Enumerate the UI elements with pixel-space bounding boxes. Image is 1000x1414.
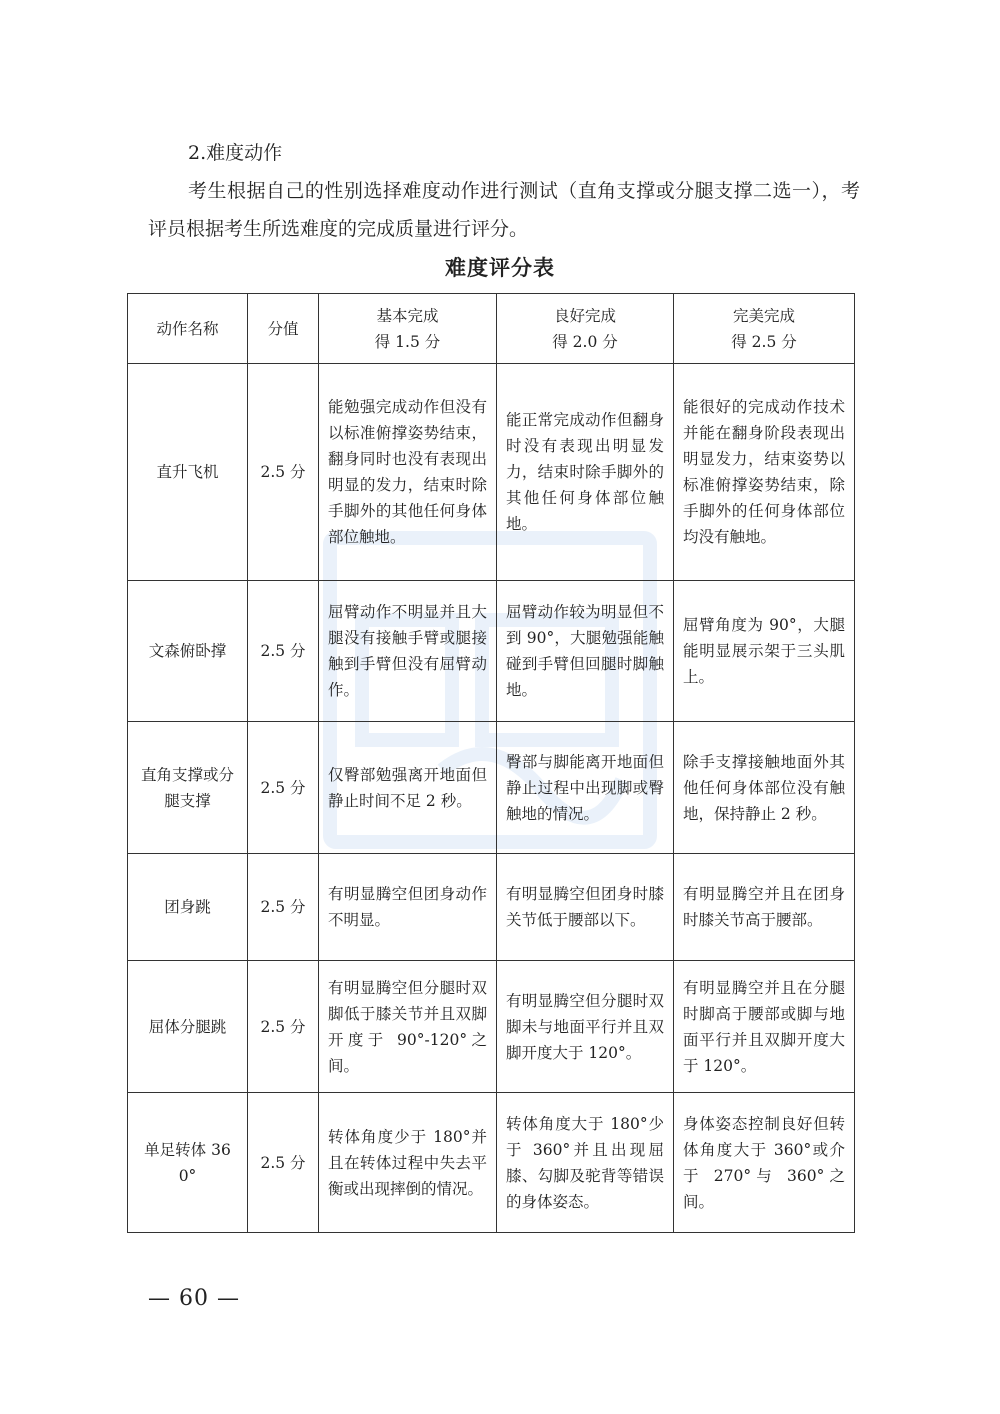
table-row <box>128 364 855 581</box>
row-name: 直升飞机 <box>128 364 248 581</box>
row-name: 直角支撑或分腿支撑 <box>128 722 248 854</box>
row-good: 有明显腾空但团身时膝关节低于腰部以下。 <box>497 854 674 961</box>
table-header-row <box>128 294 855 364</box>
row-score: 2.5 分 <box>248 364 319 581</box>
table-row <box>128 1093 855 1233</box>
row-perfect: 除手支撑接触地面外其他任何身体部位没有触地，保持静止 2 秒。 <box>674 722 855 854</box>
row-name: 屈体分腿跳 <box>128 961 248 1093</box>
header-basic-label: 基本完成 <box>376 306 439 325</box>
header-basic <box>319 294 497 364</box>
row-basic: 有明显腾空但团身动作不明显。 <box>319 854 497 961</box>
row-score: 2.5 分 <box>248 854 319 961</box>
header-name: 动作名称 <box>128 294 248 364</box>
header-good <box>497 294 674 364</box>
section-heading: 2.难度动作 <box>188 142 283 164</box>
row-good: 转体角度大于 180°少于 360°并且出现屈膝、勾脚及驼背等错误的身体姿态。 <box>497 1093 674 1233</box>
row-basic: 仅臀部勉强离开地面但静止时间不足 2 秒。 <box>319 722 497 854</box>
row-basic: 有明显腾空但分腿时双脚低于膝关节并且双脚开度于 90°-120°之间。 <box>319 961 497 1093</box>
row-score: 2.5 分 <box>248 722 319 854</box>
header-basic-points: 得 1.5 分 <box>374 332 441 351</box>
row-basic: 屈臂动作不明显并且大腿没有接触手臂或腿接触到手臂但没有屈臂动作。 <box>319 581 497 722</box>
header-good-points: 得 2.0 分 <box>552 332 618 351</box>
header-perfect-points: 得 2.5 分 <box>731 332 797 351</box>
table-row <box>128 722 855 854</box>
row-perfect: 有明显腾空并且在团身时膝关节高于腰部。 <box>674 854 855 961</box>
row-good: 臀部与脚能离开地面但静止过程中出现脚或臀触地的情况。 <box>497 722 674 854</box>
table-row <box>128 581 855 722</box>
intro-paragraph: 考生根据自己的性别选择难度动作进行测试（直角支撑或分腿支撑二选一），考评员根据考生所选难度的完成质量进行评分。 <box>148 180 860 240</box>
header-perfect <box>674 294 855 364</box>
page-number: — 60 — <box>148 1286 240 1311</box>
row-perfect: 能很好的完成动作技术并能在翻身阶段表现出明显发力，结束姿势以标准俯撑姿势结束，除手脚外的任何身体部位均没有触地。 <box>674 364 855 581</box>
row-perfect: 身体姿态控制良好但转体角度大于 360°或介于 270°与 360°之间。 <box>674 1093 855 1233</box>
row-good: 能正常完成动作但翻身时没有表现出明显发力，结束时除手脚外的其他任何身体部位触地。 <box>497 364 674 581</box>
row-basic: 转体角度少于 180°并且在转体过程中失去平衡或出现摔倒的情况。 <box>319 1093 497 1233</box>
row-score: 2.5 分 <box>248 1093 319 1233</box>
table-title: 难度评分表 <box>445 256 555 280</box>
row-perfect: 屈臂角度为 90°，大腿能明显展示架于三头肌上。 <box>674 581 855 722</box>
row-good: 屈臂动作较为明显但不到 90°，大腿勉强能触碰到手臂但回腿时脚触地。 <box>497 581 674 722</box>
row-perfect: 有明显腾空并且在分腿时脚高于腰部或脚与地面平行并且双脚开度大于 120°。 <box>674 961 855 1093</box>
header-perfect-label: 完美完成 <box>732 306 795 325</box>
row-score: 2.5 分 <box>248 581 319 722</box>
table-row <box>128 961 855 1093</box>
table-row <box>128 854 855 961</box>
row-good: 有明显腾空但分腿时双脚未与地面平行并且双脚开度大于 120°。 <box>497 961 674 1093</box>
row-basic: 能勉强完成动作但没有以标准俯撑姿势结束，翻身同时也没有表现出明显的发力，结束时除手脚外的其他任何身体部位触地。 <box>319 364 497 581</box>
header-score: 分值 <box>248 294 319 364</box>
row-name: 文森俯卧撑 <box>128 581 248 722</box>
header-good-label: 良好完成 <box>553 306 616 325</box>
row-name: 团身跳 <box>128 854 248 961</box>
difficulty-score-table <box>127 293 855 1233</box>
row-name: 单足转体 360° <box>128 1093 248 1233</box>
row-score: 2.5 分 <box>248 961 319 1093</box>
